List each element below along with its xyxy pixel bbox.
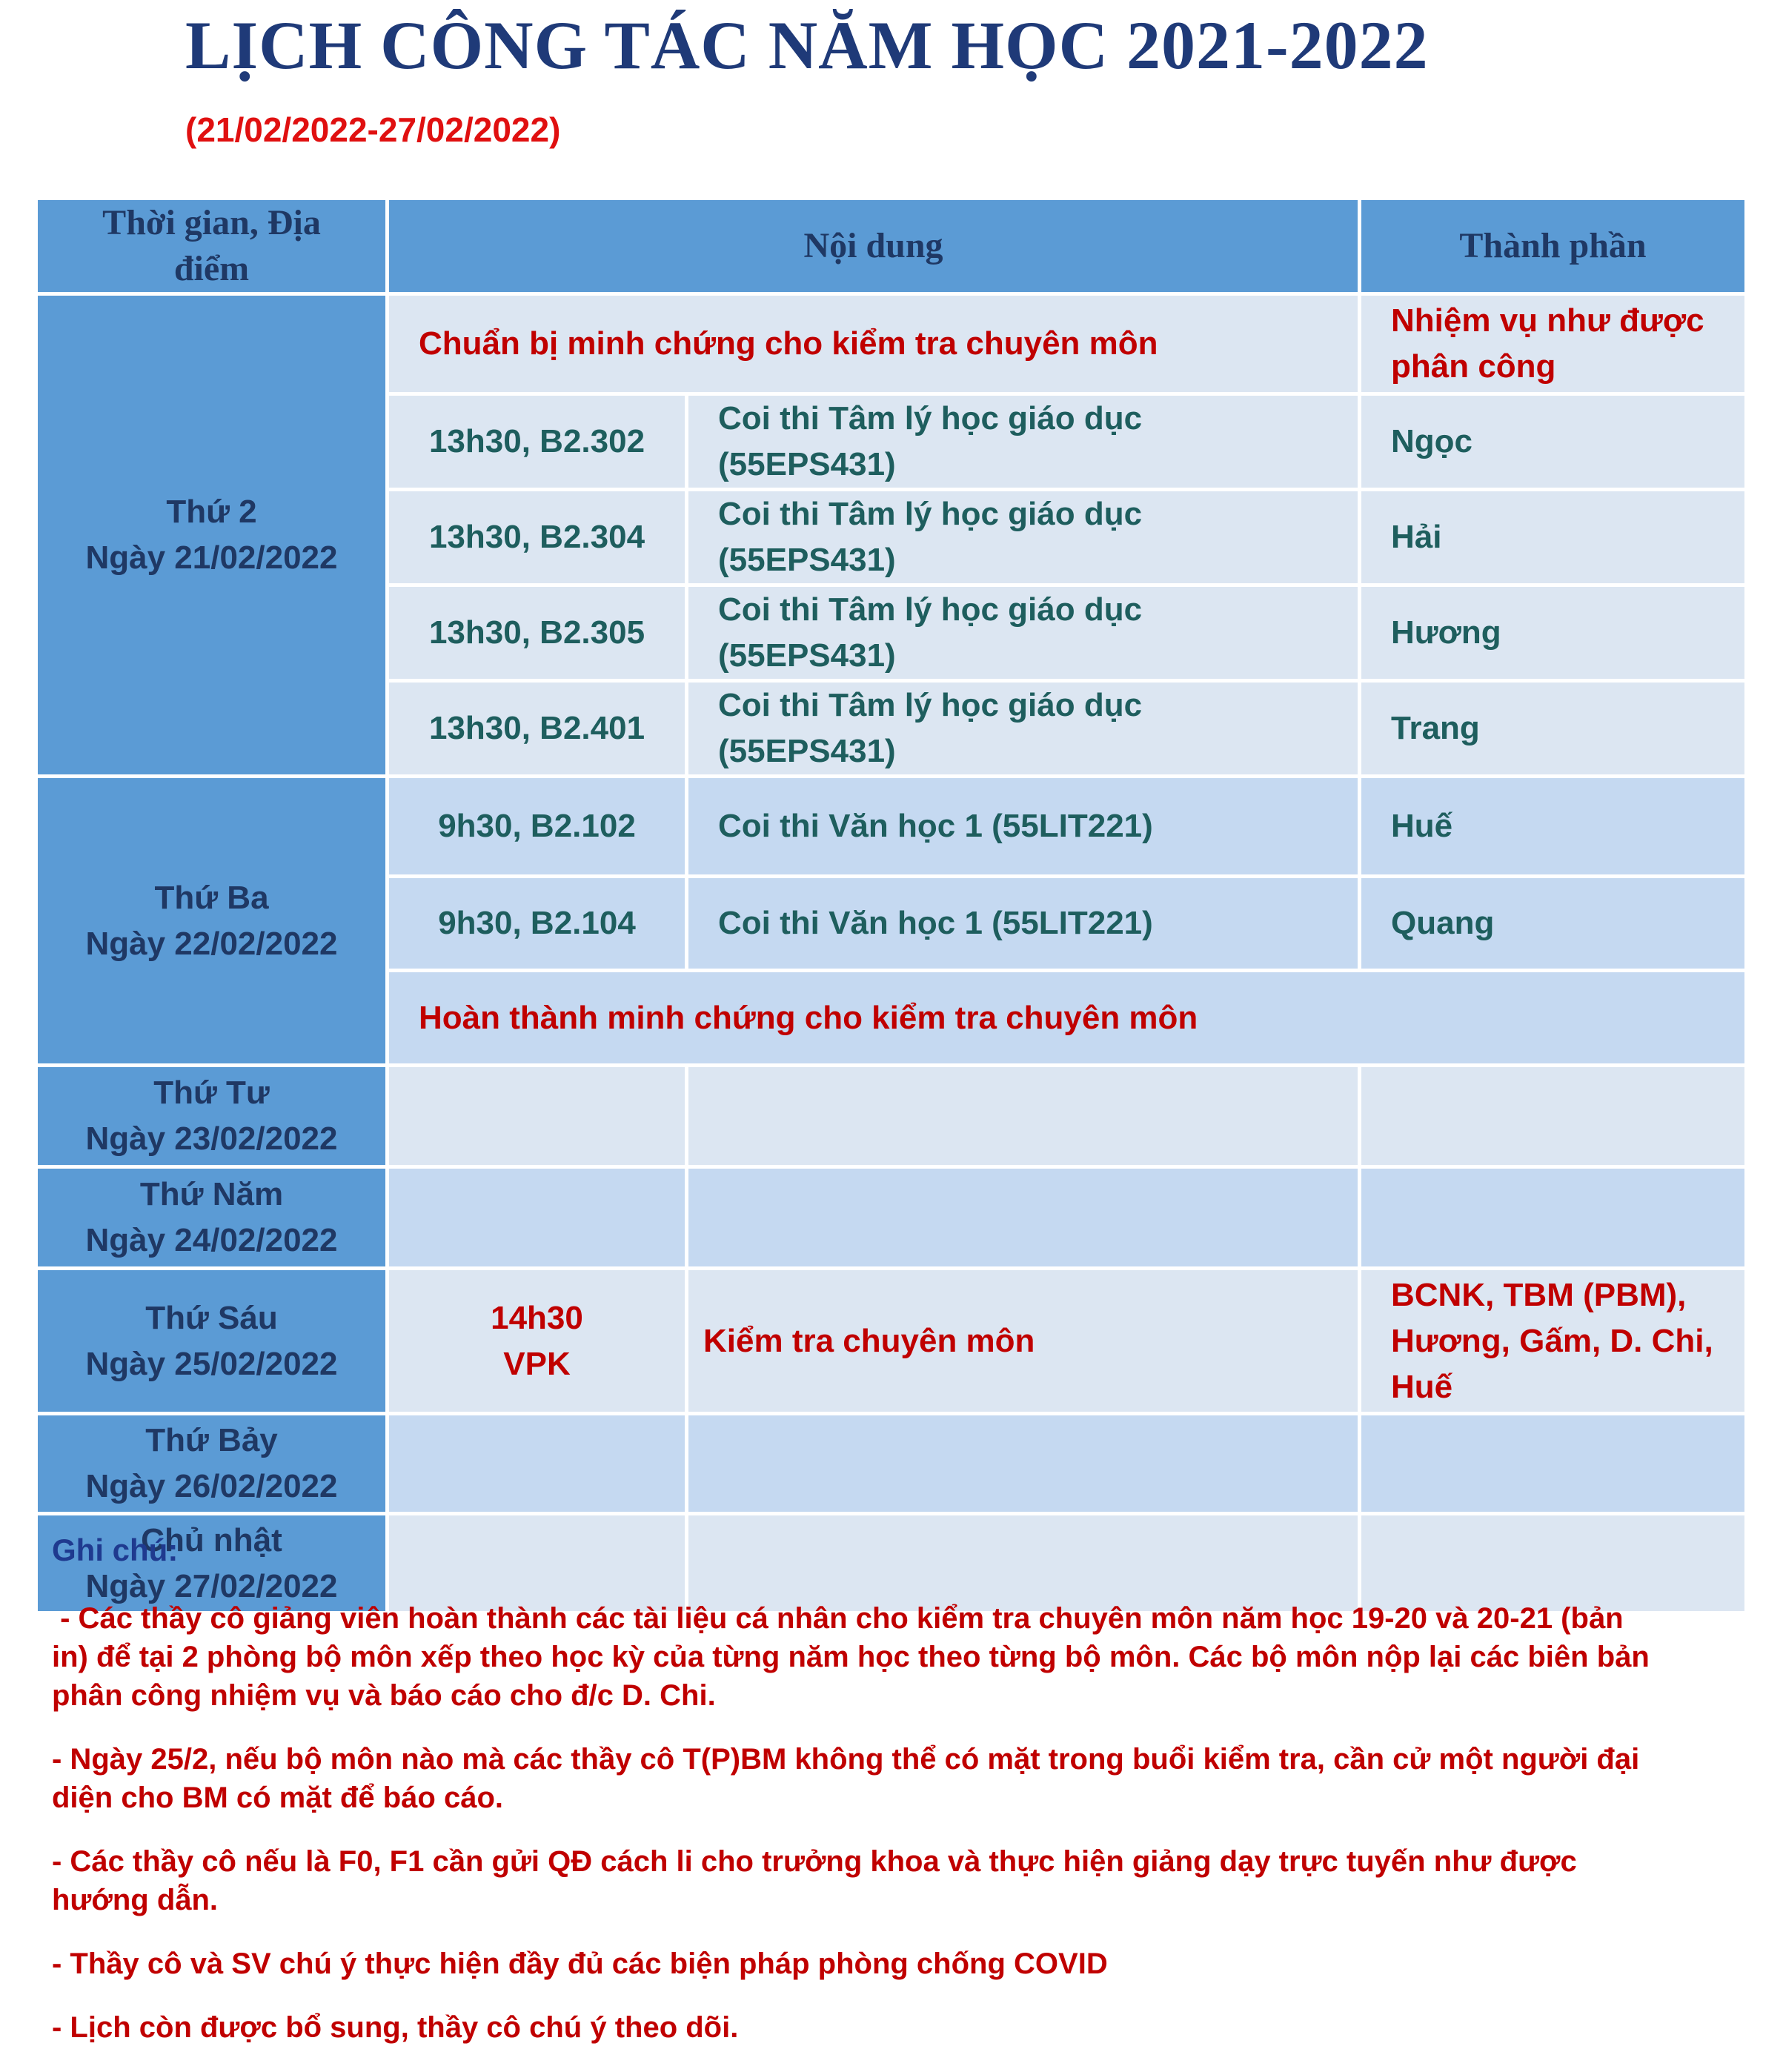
- day-date: Ngày 24/02/2022: [85, 1222, 338, 1258]
- page-title: LỊCH CÔNG TÁC NĂM HỌC 2021-2022: [185, 7, 1429, 83]
- empty-cell: [388, 1167, 687, 1269]
- schedule-table: [34, 196, 1748, 1615]
- content-cell: Coi thi Tâm lý học giáo dục (55EPS431): [687, 394, 1360, 490]
- content-cell: Kiểm tra chuyên môn: [687, 1269, 1360, 1414]
- day-date: Ngày 26/02/2022: [85, 1468, 338, 1504]
- empty-cell: [687, 1167, 1360, 1269]
- header-members: Thành phần: [1360, 199, 1747, 294]
- table-row: [36, 777, 1747, 877]
- table-row: [36, 1414, 1747, 1514]
- day-cell-tuesday: [36, 777, 388, 1066]
- person-cell: Hải: [1360, 490, 1747, 585]
- day-cell-saturday: [36, 1414, 388, 1514]
- time-cell: 9h30, B2.104: [388, 877, 687, 971]
- empty-cell: [1360, 1066, 1747, 1167]
- time-cell: 13h30, B2.304: [388, 490, 687, 585]
- day-name: Thứ Tư: [153, 1075, 270, 1111]
- day-date: Ngày 27/02/2022: [85, 1567, 338, 1604]
- person-cell: Quang: [1360, 877, 1747, 971]
- empty-cell: [1360, 1167, 1747, 1269]
- day-date: Ngày 25/02/2022: [85, 1345, 338, 1382]
- content-cell: Coi thi Văn học 1 (55LIT221): [687, 877, 1360, 971]
- table-row: [36, 1167, 1747, 1269]
- members-cell: BCNK, TBM (PBM), Hương, Gấm, D. Chi, Huế: [1360, 1269, 1747, 1414]
- empty-cell: [388, 1414, 687, 1514]
- notes-title: Ghi chú:: [52, 1533, 179, 1567]
- content-cell: Coi thi Tâm lý học giáo dục (55EPS431): [687, 490, 1360, 585]
- time-cell: 13h30, B2.302: [388, 394, 687, 490]
- content-cell: Coi thi Tâm lý học giáo dục (55EPS431): [687, 681, 1360, 777]
- note-item: - Thầy cô và SV chú ý thực hiện đầy đủ các biện pháp phòng chống COVID: [52, 1948, 1108, 1980]
- time-cell: 13h30, B2.401: [388, 681, 687, 777]
- day-cell-thursday: [36, 1167, 388, 1269]
- day-name: Chủ nhật: [141, 1521, 282, 1558]
- task-cell: Hoàn thành minh chứng cho kiểm tra chuyên môn: [388, 971, 1747, 1066]
- notes-section: [52, 1533, 1667, 2072]
- content-cell: Coi thi Văn học 1 (55LIT221): [687, 777, 1360, 877]
- day-name: Thứ 2: [166, 494, 257, 530]
- empty-cell: [1360, 1414, 1747, 1514]
- empty-cell: [388, 1066, 687, 1167]
- header-time-place: Thời gian, Địa điểm: [36, 199, 388, 294]
- empty-cell: [687, 1066, 1360, 1167]
- content-cell: Coi thi Tâm lý học giáo dục (55EPS431): [687, 585, 1360, 681]
- table-row: [36, 1269, 1747, 1414]
- note-item: - Lịch còn được bổ sung, thầy cô chú ý theo dõi.: [52, 2011, 739, 2044]
- day-date: Ngày 22/02/2022: [85, 925, 338, 962]
- note-item: - Các thầy cô giảng viên hoàn thành các tài liệu cá nhân cho kiểm tra chuyên môn năm học 19-20 và 20-21 (bản in) để tại 2 phòng bộ môn xếp theo học kỳ của từng năm học theo từng bộ môn. Các bộ môn nộp lại các biên bản phân công nhiệm vụ và báo cáo cho đ/c D. Chi.: [52, 1602, 1658, 1712]
- day-name: Thứ Bảy: [145, 1422, 278, 1458]
- person-cell: Ngọc: [1360, 394, 1747, 490]
- day-name: Thứ Ba: [154, 879, 269, 916]
- task-members-cell: Nhiệm vụ như được phân công: [1360, 294, 1747, 394]
- time-cell: 9h30, B2.102: [388, 777, 687, 877]
- day-date: Ngày 23/02/2022: [85, 1120, 338, 1157]
- person-cell: Huế: [1360, 777, 1747, 877]
- day-cell-monday: [36, 294, 388, 777]
- table-row: [36, 294, 1747, 394]
- time-cell: 13h30, B2.305: [388, 585, 687, 681]
- person-cell: Hương: [1360, 585, 1747, 681]
- day-name: Thứ Sáu: [145, 1299, 278, 1336]
- day-date: Ngày 21/02/2022: [85, 539, 338, 576]
- day-cell-friday: [36, 1269, 388, 1414]
- header-content: Nội dung: [388, 199, 1360, 294]
- table-row: [36, 1066, 1747, 1167]
- day-name: Thứ Năm: [139, 1176, 284, 1212]
- task-cell: Chuẩn bị minh chứng cho kiểm tra chuyên môn: [388, 294, 1360, 394]
- person-cell: Trang: [1360, 681, 1747, 777]
- empty-cell: [687, 1414, 1360, 1514]
- time-place-cell: [388, 1269, 687, 1414]
- date-range: (21/02/2022-27/02/2022): [185, 110, 561, 149]
- time: 14h30: [491, 1299, 583, 1336]
- day-cell-wednesday: [36, 1066, 388, 1167]
- note-item: - Các thầy cô nếu là F0, F1 cần gửi QĐ cách li cho trưởng khoa và thực hiện giảng dạy trực tuyến như được hướng dẫn.: [52, 1845, 1577, 1916]
- note-item: - Ngày 25/2, nếu bộ môn nào mà các thầy cô T(P)BM không thể có mặt trong buổi kiểm tra, cần cử một người đại diện cho BM có mặt để báo cáo.: [52, 1743, 1640, 1814]
- table-header-row: [36, 199, 1747, 294]
- place: VPK: [503, 1345, 571, 1382]
